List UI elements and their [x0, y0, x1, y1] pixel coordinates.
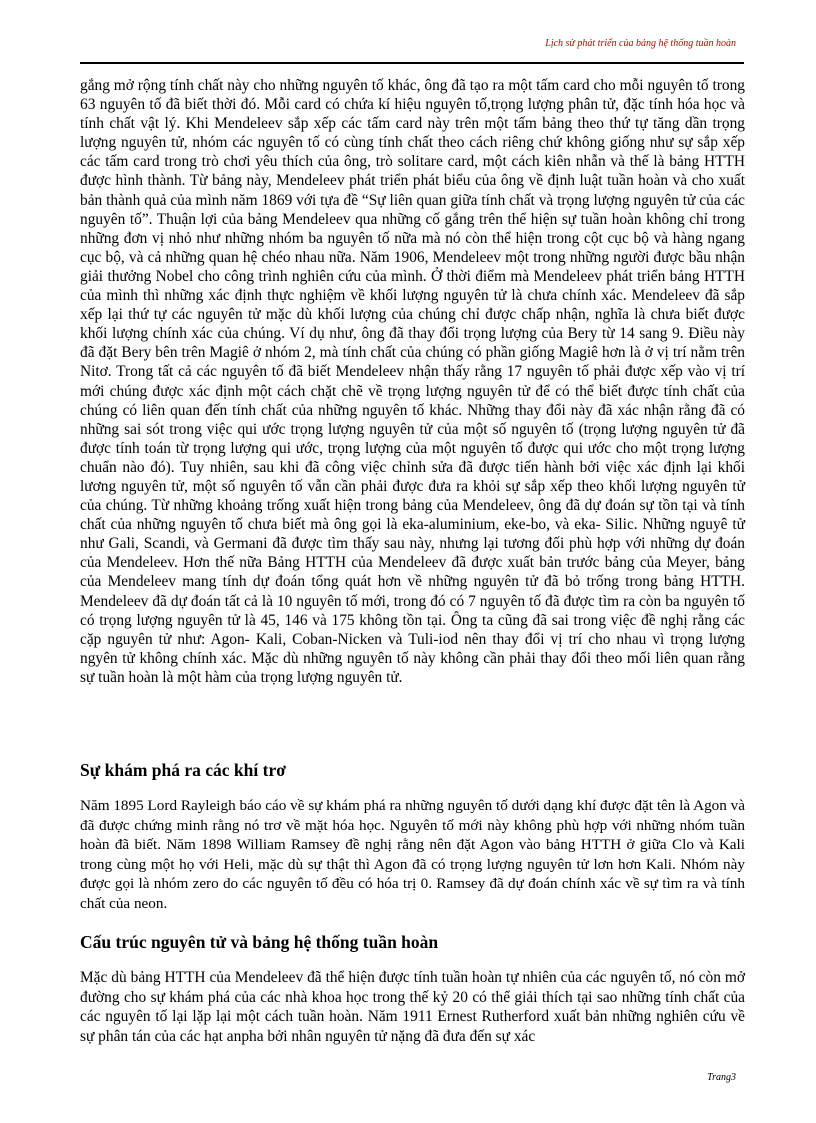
- section-heading-noble-gases: Sự khám phá ra các khí trơ: [80, 760, 286, 780]
- body-paragraph-2: Năm 1895 Lord Rayleigh báo cáo về sự khám phá ra những nguyên tố dưới dạng khí được đặt tên là Agon và đã được chứng minh rằng nó trơ về mặt hóa học. Nguyên tố mới này không phù hợp với những nhóm tuần hoàn đã biết. Năm 1898 William Ramsey đề nghị rằng nên đặt Agon vào bảng HTTH ở giữa Clo và Kali trong cùng một họ với Heli, mặc dù sự thật thì Agon đã có trọng lượng nguyên tử lơn hơn Kali. Nhóm này được gọi là nhóm zero do các nguyên tố đều có hóa trị 0. Ramsey đã dự đoán chính xác về sự tìm ra và tính chất của neon.: [80, 797, 745, 912]
- page-number: Trang3: [707, 1072, 736, 1083]
- body-paragraph-3: Mặc dù bảng HTTH của Mendeleev đã thể hiện được tính tuần hoàn tự nhiên của các nguyên tố, nó còn mở đường cho sự khám phá của các nhà khoa học trong thế kỷ 20 có thể giải thích tại sao những tính chất của các nguyên tố lại lặp lại một cách tuần hoàn. Năm 1911 Ernest Rutherford xuất bản những nghiên cứu về sự phân tán của các hạt anpha bởi nhân nguyên tử nặng đã đưa đến sự xác: [80, 969, 745, 1045]
- header-rule: [80, 62, 744, 64]
- body-paragraph-1: gắng mở rộng tính chất này cho những nguyên tố khác, ông đã tạo ra một tấm card cho mỗi nguyên tố trong 63 nguyên tố đã biết thời đó. Mỗi card có chứa kí hiệu nguyên tố,trọng lượng phân tử, đặc tính hóa học và tính chất vật lý. Khi Mendeleev sắp xếp các tấm card này trên một tấm bảng theo thứ tự tăng dần trọng lượng nguyên tử, nhóm các nguyên tố có cùng tính chất theo cách riêng chứ không giống như sự sắp xếp các tấm card trong trò chơi yêu thích của ông, trò solitare card, một cách kiên nhẫn và thế là bảng HTTH được hình thành. Từ bảng này, Mendeleev phát triển phát biểu của ông về định luật tuần hoàn và cho xuất bản thành quả của mình năm 1869 với tựa đề “Sự liên quan giữa tính chất và trọng lượng nguyên tử của các nguyên tố”. Thuận lợi của bảng Mendeleev qua những cố gắng trên thể hiện sự tuần hoàn không chỉ trong những đơn vị nhỏ như những nhóm ba nguyên tố nữa mà nó còn thể hiện trong cột cục bộ và hàng ngang cục bộ, và cả những quan hệ chéo nhau nữa. Năm 1906, Mendeleev một trong những người được bầu nhận giải thưởng Nobel cho công trình nghiên cứu của mình. Ở thời điểm mà Mendeleev phát triển bảng HTTH của mình thì những xác định thực nghiệm về khối lượng nguyên tử là chưa chính xác. Mendeleev đã sắp xếp lại thứ tự các nguyên tử mặc dù khối lượng của chúng chỉ được chấp nhận, nghĩa là chưa biết được khối lượng chính xác của chúng. Ví dụ như, ông đã thay đổi trọng lượng của Bery từ 14 sang 9. Điều này đã đặt Bery bên trên Magiê ở nhóm 2, mà tính chất của chúng có phần giống Magiê hơn là ở vị trí nằm trên Nitơ. Trong tất cả các nguyên tố đã biết Mendeleev nhận thấy rằng 17 nguyên tố phải được xếp vào vị trí mới chúng được xác định một cách chặt chẽ về trọng lượng nguyên tử để có thể biết được tính chất của chúng có liên quan đến tính chất của những nguyên tố khác. Những thay đổi này đã xác nhận rằng đã có những sai sót trong việc qui ước trọng lượng nguyên tử của một số nguyên tố (trọng lượng nguyên tử đã được tính toán từ trọng lượng qui ước, trọng lượng của một nguyên tố được qui ước cho một trọng lượng chuẩn nào đó). Tuy nhiên, sau khi đã công việc chỉnh sửa đã được tiến hành bởi việc xác định lại khối lương nguyên tử, một số nguyên tố vẫn cần phải được đưa ra khỏi sự sắp xếp theo khối lượng nguyên tử của chúng. Từ những khoảng trống xuất hiện trong bảng của Mendeleev, ông đã dự đoán sự tồn tại và tính chất của những nguyên tố chưa biết mà ông gọi là eka-aluminium, eke-bo, và eka- Silic. Những nguyê tử như Gali, Scandi, và Germani đã được tìm thấy sau này, nhưng lại tương đối phù hợp với những dự đoán của Mendeleev. Hơn thế nữa Bảng HTTH của Mendeleev đã được xuất bản trước bảng của Meyer, bảng của Mendeleev mang tính dự đoán tổng quát hơn về những nguyên tử đã bỏ trống trong bảng HTTH. Mendeleev đã dự đoán tất cả là 10 nguyên tố mới, trong đó có 7 nguyên tố đã được tìm ra còn ba nguyên tố có trọng lượng nguyên tử là 45, 146 và 175 không tồn tại. Ông ta cũng đã sai trong việc đề nghị rằng các cặp nguyên tử như: Agon- Kali, Coban-Nicken và Tuli-iod nên thay đổi vị trí cho nhau vì trọng lượng ngyên tử không chính xác. Mặc dù những nguyên tố này không cần phải thay đổi theo mối liên quan rằng sự tuần hoàn là một hàm của trọng lượng nguyên tử.: [80, 77, 745, 686]
- running-header: Lịch sử phát triển của bảng hệ thống tuần hoàn: [545, 38, 736, 49]
- section-heading-atomic-structure: Cấu trúc nguyên tử và bảng hệ thống tuần hoàn: [80, 932, 439, 952]
